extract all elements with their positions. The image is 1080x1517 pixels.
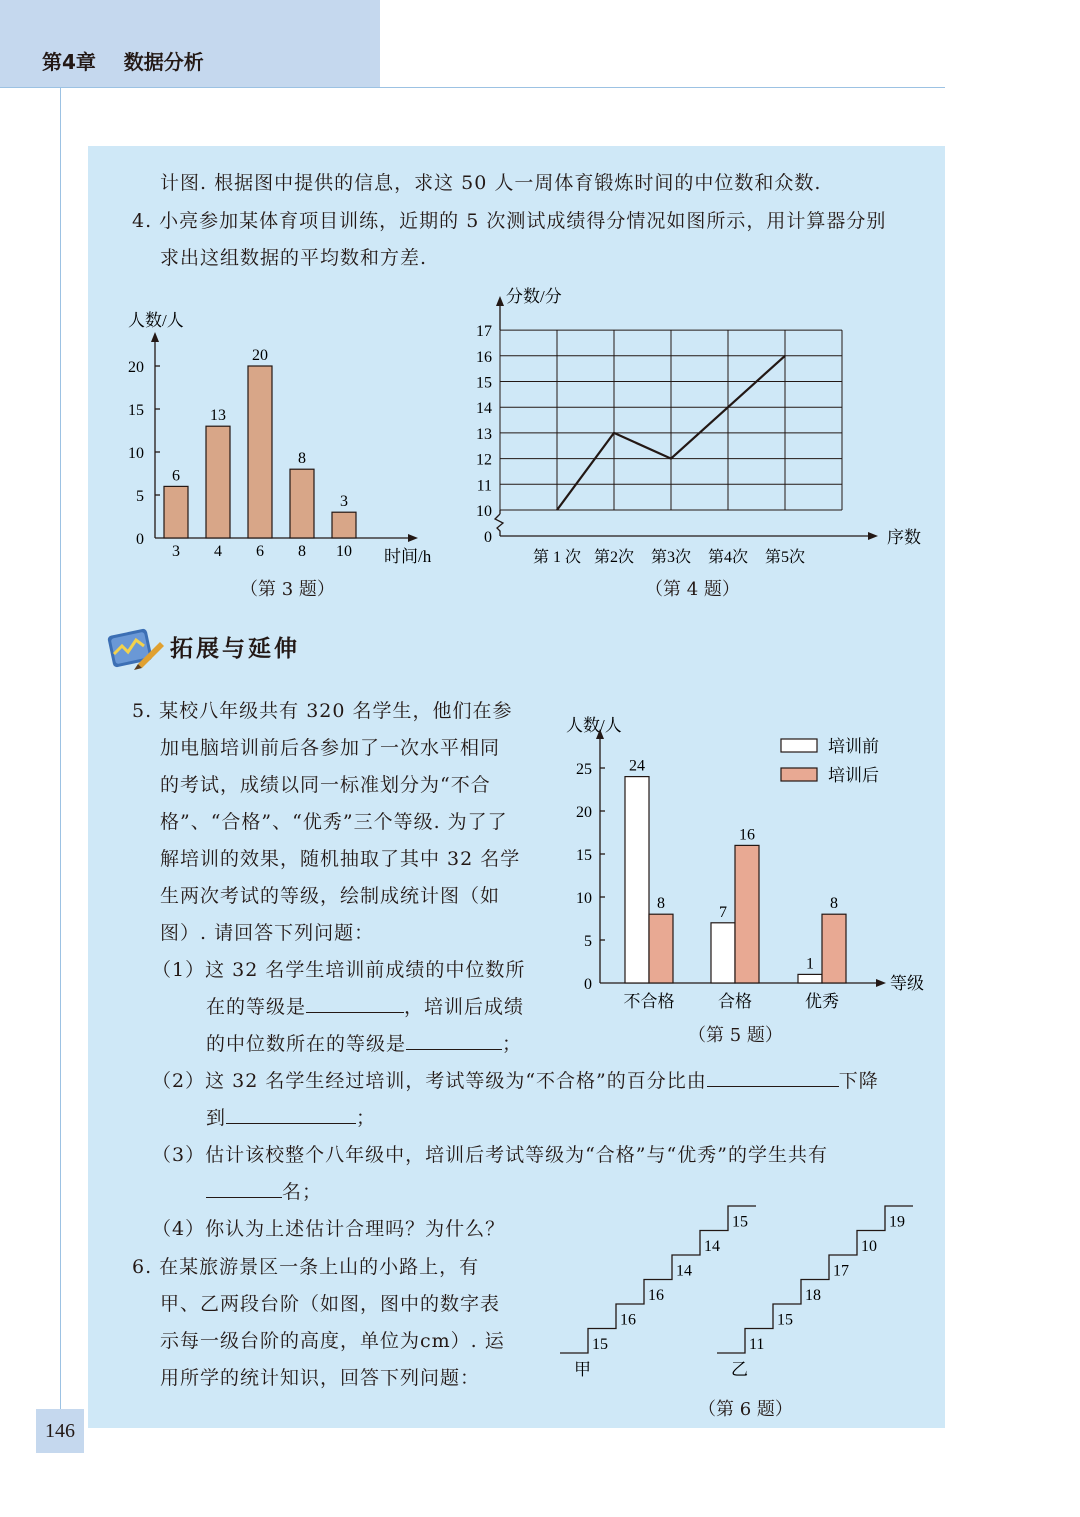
axis-arrow: [876, 979, 886, 987]
chart-caption: （第 5 题）: [688, 1025, 783, 1046]
legend-swatch: [781, 739, 817, 752]
text-line: 计图. 根据图中提供的信息，求这 50 人一周体育锻炼时间的中位数和众数.: [160, 172, 822, 194]
question-5-line: 图）. 请回答下列问题：: [160, 922, 375, 944]
text-span: ；: [502, 1033, 523, 1055]
bar: [290, 469, 314, 538]
bar: [822, 914, 846, 983]
legend-label: 培训前: [828, 737, 879, 756]
y-axis-label: 人数/人: [566, 716, 622, 735]
step-height-label: 15: [732, 1213, 748, 1231]
data-label: 6: [172, 467, 180, 485]
data-label: 20: [252, 347, 268, 364]
answer-blank[interactable]: [226, 1105, 356, 1124]
x-tick-label: 第 1 次: [532, 549, 582, 566]
axis-arrow: [408, 534, 418, 542]
y-tick-label: 5: [136, 488, 144, 505]
x-axis-label: 时间/h: [384, 547, 432, 566]
answer-blank[interactable]: [206, 1179, 282, 1198]
x-tick-label: 第4次: [707, 549, 749, 566]
step-height-label: 17: [833, 1262, 849, 1280]
y-tick-label: 14: [476, 400, 492, 418]
text-span: ，培训后成绩: [404, 996, 525, 1018]
bar: [625, 777, 649, 983]
question-6-line: 示每一级台阶的高度，单位为cm）. 运: [160, 1330, 505, 1352]
x-tick-label: 第3次: [650, 549, 692, 566]
data-label: 24: [629, 757, 645, 775]
y-tick-label: 0: [136, 531, 144, 548]
text-span: 在的等级是: [206, 996, 307, 1018]
question-6-line: 用所学的统计知识，回答下列问题：: [160, 1367, 481, 1389]
question-5-line: 加电脑培训前后各参加了一次水平相同: [160, 737, 501, 759]
x-tick-label: 6: [256, 543, 264, 560]
y-axis-label: 分数/分: [506, 287, 562, 306]
bar: [711, 923, 735, 983]
axis-arrow: [868, 532, 878, 540]
question-5-1-line: [206, 1029, 522, 1056]
chapter-title: 第4章 数据分析: [42, 50, 204, 74]
y-tick-label: 20: [128, 359, 144, 376]
step-height-label: 18: [805, 1287, 821, 1304]
x-tick-label: 不合格: [623, 992, 675, 1011]
pen-icon: [104, 624, 166, 672]
step-height-label: 19: [889, 1213, 905, 1231]
step-height-label: 16: [648, 1287, 664, 1304]
text-span: 名；: [282, 1181, 323, 1203]
staircase: [560, 1206, 756, 1353]
answer-blank[interactable]: [707, 1068, 839, 1087]
question-5-line: 解培训的效果，随机抽取了其中 32 名学: [160, 848, 521, 870]
diagram-q6: [555, 1195, 935, 1390]
x-tick-label: 4: [214, 543, 222, 560]
question-5-4-line: （4）你认为上述估计合理吗？为什么？: [152, 1218, 506, 1240]
margin-rule: [60, 88, 61, 1418]
step-height-label: 10: [861, 1238, 877, 1255]
y-tick-label: 15: [128, 402, 144, 419]
text-span: 到: [206, 1107, 227, 1129]
data-label: 8: [657, 895, 665, 913]
y-tick-label: 13: [476, 425, 492, 443]
question-5-line: 的考试，成绩以同一标准划分为“不合: [160, 774, 491, 796]
x-tick-label: 10: [336, 543, 352, 560]
step-height-label: 14: [704, 1238, 720, 1255]
bar: [798, 974, 822, 983]
question-6-line: 6. 在某旅游景区一条上山的小路上，有: [132, 1256, 480, 1278]
x-tick-label: 3: [172, 543, 180, 560]
question-5-3-line: （3）估计该校整个八年级中，培训后考试等级为“合格”与“优秀”的学生共有: [152, 1144, 828, 1166]
chart-caption: （第 4 题）: [645, 579, 740, 600]
y-tick-label: 17: [476, 323, 492, 341]
question-6-line: 甲、乙两段台阶（如图，图中的数字表: [160, 1293, 501, 1315]
question-5-1-line: （1）这 32 名学生培训前成绩的中位数所: [152, 959, 526, 981]
legend-swatch: [781, 768, 817, 781]
x-tick-label: 8: [298, 543, 306, 560]
staircase-name: 乙: [731, 1360, 748, 1379]
staircase-name: 甲: [574, 1360, 591, 1379]
data-label: 7: [719, 903, 727, 921]
y-tick-label: 10: [128, 445, 144, 462]
legend-label: 培训后: [828, 766, 879, 785]
x-tick-label: 第5次: [764, 549, 806, 566]
bar: [332, 512, 356, 538]
chart-caption: （第 3 题）: [240, 579, 335, 600]
x-tick-label: 合格: [718, 992, 752, 1011]
page-number: 146: [36, 1409, 84, 1453]
answer-blank[interactable]: [306, 994, 404, 1013]
axis-arrow: [151, 332, 159, 342]
data-label: 8: [830, 895, 838, 913]
chart-q4: [460, 280, 940, 575]
chart-q5: [560, 705, 940, 1015]
section-title: 拓展与延伸: [170, 636, 300, 662]
axis-break: [495, 514, 503, 536]
chart-caption: （第 6 题）: [698, 1399, 793, 1420]
y-tick-label: 0: [584, 976, 592, 993]
header-rule: [0, 87, 945, 88]
question-5-3-line: [206, 1177, 322, 1204]
question-5-line: 5. 某校八年级共有 320 名学生，他们在参: [132, 700, 513, 722]
step-height-label: 15: [592, 1336, 608, 1353]
y-tick-label: 25: [576, 761, 592, 778]
question-5-2-line: [152, 1066, 879, 1093]
y-axis-label: 人数/人: [128, 311, 184, 330]
y-tick-label: 16: [476, 348, 492, 366]
question-4-line: 求出这组数据的平均数和方差.: [160, 247, 428, 269]
x-tick-label: 第2次: [593, 549, 635, 566]
axis-arrow: [496, 296, 504, 306]
y-tick-label: 20: [576, 804, 592, 821]
text-span: 下降: [838, 1070, 879, 1092]
question-5-1-line: [206, 992, 524, 1019]
data-label: 8: [298, 450, 306, 468]
question-5-2-line: [206, 1103, 376, 1130]
y-tick-label: 12: [476, 451, 492, 469]
bar: [206, 426, 230, 538]
y-tick-label: 15: [576, 847, 592, 864]
y-tick-label: 15: [476, 374, 492, 392]
data-label: 3: [340, 493, 348, 511]
y-tick-label: 11: [476, 477, 492, 495]
y-tick-label: 10: [476, 503, 492, 520]
data-label: 1: [806, 955, 814, 973]
data-label: 13: [210, 407, 226, 425]
bar: [248, 366, 272, 538]
y-tick-label: 5: [584, 933, 592, 950]
answer-blank[interactable]: [406, 1031, 502, 1050]
question-5-line: 格”、“合格”、“优秀”三个等级. 为了了: [160, 811, 508, 833]
y-tick-label: 10: [576, 890, 592, 907]
chart-q3: [100, 300, 460, 570]
text-span: ；: [356, 1107, 377, 1129]
step-height-label: 15: [777, 1311, 793, 1329]
x-tick-label: 优秀: [805, 992, 839, 1011]
step-height-label: 11: [749, 1336, 765, 1353]
bar: [735, 845, 759, 983]
x-axis-label: 等级: [890, 974, 924, 993]
data-label: 16: [739, 826, 755, 844]
text-span: 的中位数所在的等级是: [206, 1033, 407, 1055]
step-height-label: 16: [620, 1311, 636, 1329]
step-height-label: 14: [676, 1262, 692, 1280]
bar: [164, 486, 188, 538]
x-axis-label: 序数: [887, 528, 921, 547]
y-tick-label: 0: [484, 529, 492, 546]
question-5-line: 生两次考试的等级，绘制成统计图（如: [160, 885, 501, 907]
question-4-line: 4. 小亮参加某体育项目训练，近期的 5 次测试成绩得分情况如图所示，用计算器分别: [132, 210, 887, 232]
bar: [649, 914, 673, 983]
text-span: （2）这 32 名学生经过培训，考试等级为“不合格”的百分比由: [152, 1070, 707, 1092]
